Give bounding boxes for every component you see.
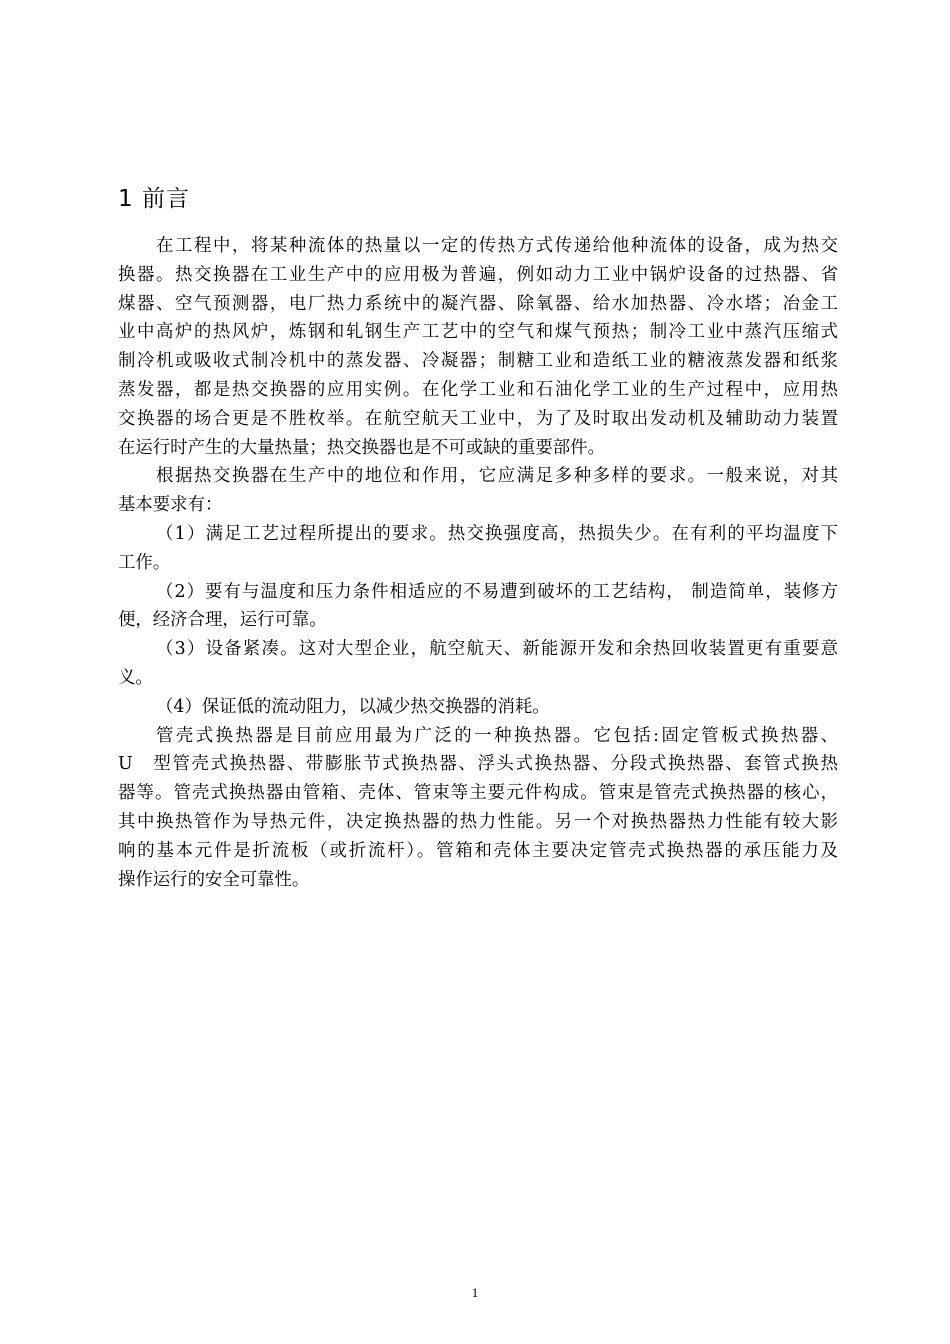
list-item-line: （4）保证低的流动阻力，以减少热交换器的消耗。 (156, 696, 550, 717)
body-text (118, 232, 838, 894)
section-heading: 1 前言 (118, 186, 190, 212)
paragraph-line: 换器。热交换器在工业生产中的应用极为普遍，例如动力工业中锅炉设备的过热器、省 (118, 264, 838, 285)
list-item-line: （1）满足工艺过程所提出的要求。热交换强度高，热损失少。在有利的平均温度下 (156, 523, 838, 544)
paragraph-line: 制冷机或吸收式制冷机中的蒸发器、冷凝器；制糖工业和造纸工业的糖液蒸发器和纸浆 (118, 351, 838, 372)
list-item-line: 工作。 (118, 552, 171, 573)
paragraph-line: U 型管壳式换热器、带膨胀节式换热器、浮头式换热器、分段式换热器、套管式换热 (118, 754, 838, 775)
paragraph-line: 在运行时产生的大量热量；热交换器也是不可或缺的重要部件。 (118, 437, 605, 458)
list-item-line: （2）要有与温度和压力条件相适应的不易遭到破坏的工艺结构， 制造简单，装修方 (156, 581, 838, 602)
list-item-line: 便，经济合理，运行可靠。 (118, 610, 327, 631)
paragraph-line: 根据热交换器在生产中的地位和作用，它应满足多种多样的要求。一般来说，对其 (156, 466, 838, 487)
paragraph-line: 基本要求有： (118, 495, 223, 516)
paragraph-line: 业中高炉的热风炉，炼钢和轧钢生产工艺中的空气和煤气预热；制冷工业中蒸汽压缩式 (118, 322, 838, 343)
paragraph-line: 其中换热管作为导热元件，决定换热器的热力性能。另一个对换热器热力性能有较大影 (118, 811, 838, 832)
paragraph-line: 煤器、空气预测器，电厂热力系统中的凝汽器、除氧器、给水加热器、冷水塔；冶金工 (118, 293, 838, 314)
page-number: 1 (471, 1285, 479, 1300)
paragraph-line: 响的基本元件是折流板（或折流杆）。管箱和壳体主要决定管壳式换热器的承压能力及 (118, 840, 838, 861)
paragraph-line: 管壳式换热器是目前应用最为广泛的一种换热器。它包括:固定管板式换热器、 (156, 725, 838, 746)
list-item-line: （3）设备紧凑。这对大型企业，航空航天、新能源开发和余热回收装置更有重要意 (156, 639, 838, 660)
paragraph-line: 操作运行的安全可靠性。 (118, 869, 310, 890)
paragraph-line: 交换器的场合更是不胜枚举。在航空航天工业中，为了及时取出发动机及辅助动力装置 (118, 408, 838, 429)
list-item-line: 义。 (118, 667, 153, 688)
paragraph-line: 器等。管壳式换热器由管箱、壳体、管束等主要元件构成。管束是管壳式换热器的核心， (118, 783, 838, 804)
paragraph-line: 在工程中，将某种流体的热量以一定的传热方式传递给他种流体的设备，成为热交 (156, 236, 838, 256)
paragraph-line: 蒸发器，都是热交换器的应用实例。在化学工业和石油化学工业的生产过程中，应用热 (118, 379, 838, 400)
